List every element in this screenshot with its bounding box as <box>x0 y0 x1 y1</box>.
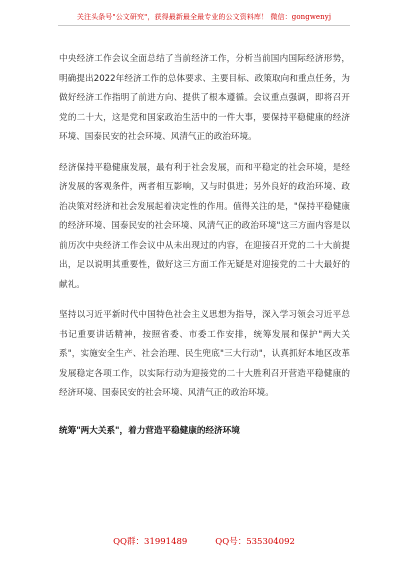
wechat-id: gongwenyj <box>291 13 332 21</box>
header-notice <box>0 12 408 22</box>
paragraph-2: 经济保持平稳健康发展，最有利于社会发展，而和平稳定的社会环境，是经济发展的客观条件，两者相互影响，又与时俱进；另外良好的政治环境、政治决策对经济和社会发展起着决定性的作用。值得关注的是，"保持平稳健康的经济环境、国泰民安的社会环境、风清气正的政治环境"这三方面内容是以前历次中央经济工作会议中从未出现过的内容，在迎接召开党的二十大前提出，足以说明其重要性，做好这三方面工作无疑是对迎接党的二十大最好的献礼。 <box>59 162 350 290</box>
paragraph-3: 坚持以习近平新时代中国特色社会主义思想为指导，深入学习领会习近平总书记重要讲话精神，按照省委、市委工作安排，统筹发展和保护"两大关系"，实施安全生产、社会治理、民生兜底"三大行动"，认真抓好本地区改革发展稳定各项工作，以实际行动为迎接党的二十大胜利召开营造平稳健康的经济环境、国泰民安的社会环境、风清气正的政治环境。 <box>59 310 350 398</box>
qq-group: QQ群：31991489 <box>113 537 188 547</box>
paragraph-1: 中央经济工作会议全面总结了当前经济工作，分析当前国内国际经济形势，明确提出2022年经济工作的总体要求、主要目标、政策取向和重点任务，为做好经济工作指明了前进方向、提供了根本遵循。会议重点强调，即将召开党的二十大，这是党和国家政治生活中的一件大事，要保持平稳健康的经济环境、国泰民安的社会环境、风清气正的政治环境。 <box>59 54 350 142</box>
header-text: 关注头条号"公文研究"，获得最新最全最专业的公文资料库！ 微信： <box>76 13 292 21</box>
footer-contacts <box>0 535 408 547</box>
section-subheading: 统筹"两大关系"，着力营造平稳健康的经济环境 <box>59 425 240 436</box>
qq-number: QQ号：535304092 <box>215 537 295 547</box>
header-divider <box>58 25 350 26</box>
document-body <box>59 50 350 441</box>
